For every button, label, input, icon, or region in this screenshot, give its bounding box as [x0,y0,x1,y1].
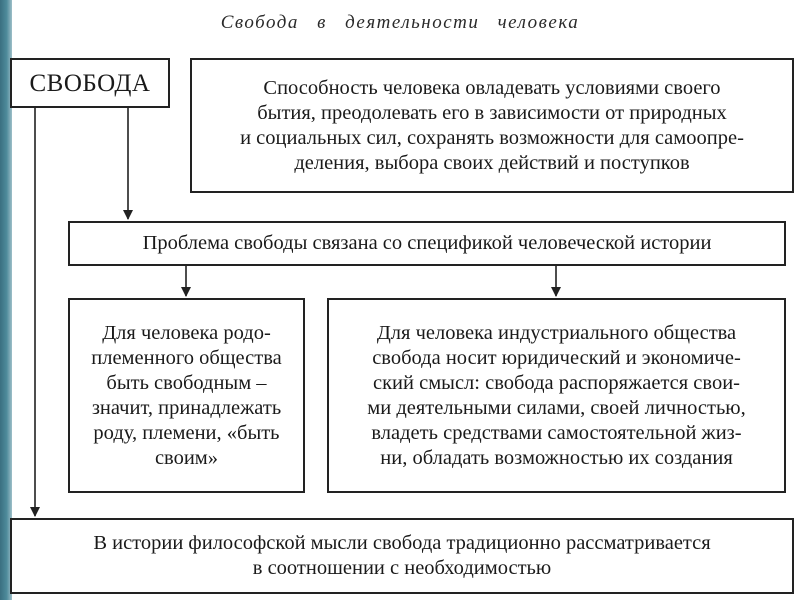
node-svoboda-text: СВОБОДА [29,69,151,97]
node-definition-text: Способность человека овладевать условиями своего бытия, преодолевать его в зависимости от природных и социальных сил, сохранять возможности для самоопре- деления, выбора своих действий и поступков [240,76,744,174]
node-industrial-society-text: Для человека индустриального общества свобода носит юридический и экономиче- ский смысл: свобода распоряжается свои- ми деятельными силами, своей личностью, владеть средствами самостоятельной жиз- ни, обладать возможностью их создания [367,321,746,469]
node-philosophy-text: В истории философской мысли свобода традиционно рассматривается в соотношении с необходимостью [93,532,711,579]
diagram-title: Свобода в деятельности человека [220,12,580,33]
node-problem-text: Проблема свободы связана со спецификой человеческой истории [142,232,712,254]
node-tribal-society-text: Для человека родо- племенного общества быть свободным – значит, принадлежать роду, племени, «быть своим» [91,321,282,469]
